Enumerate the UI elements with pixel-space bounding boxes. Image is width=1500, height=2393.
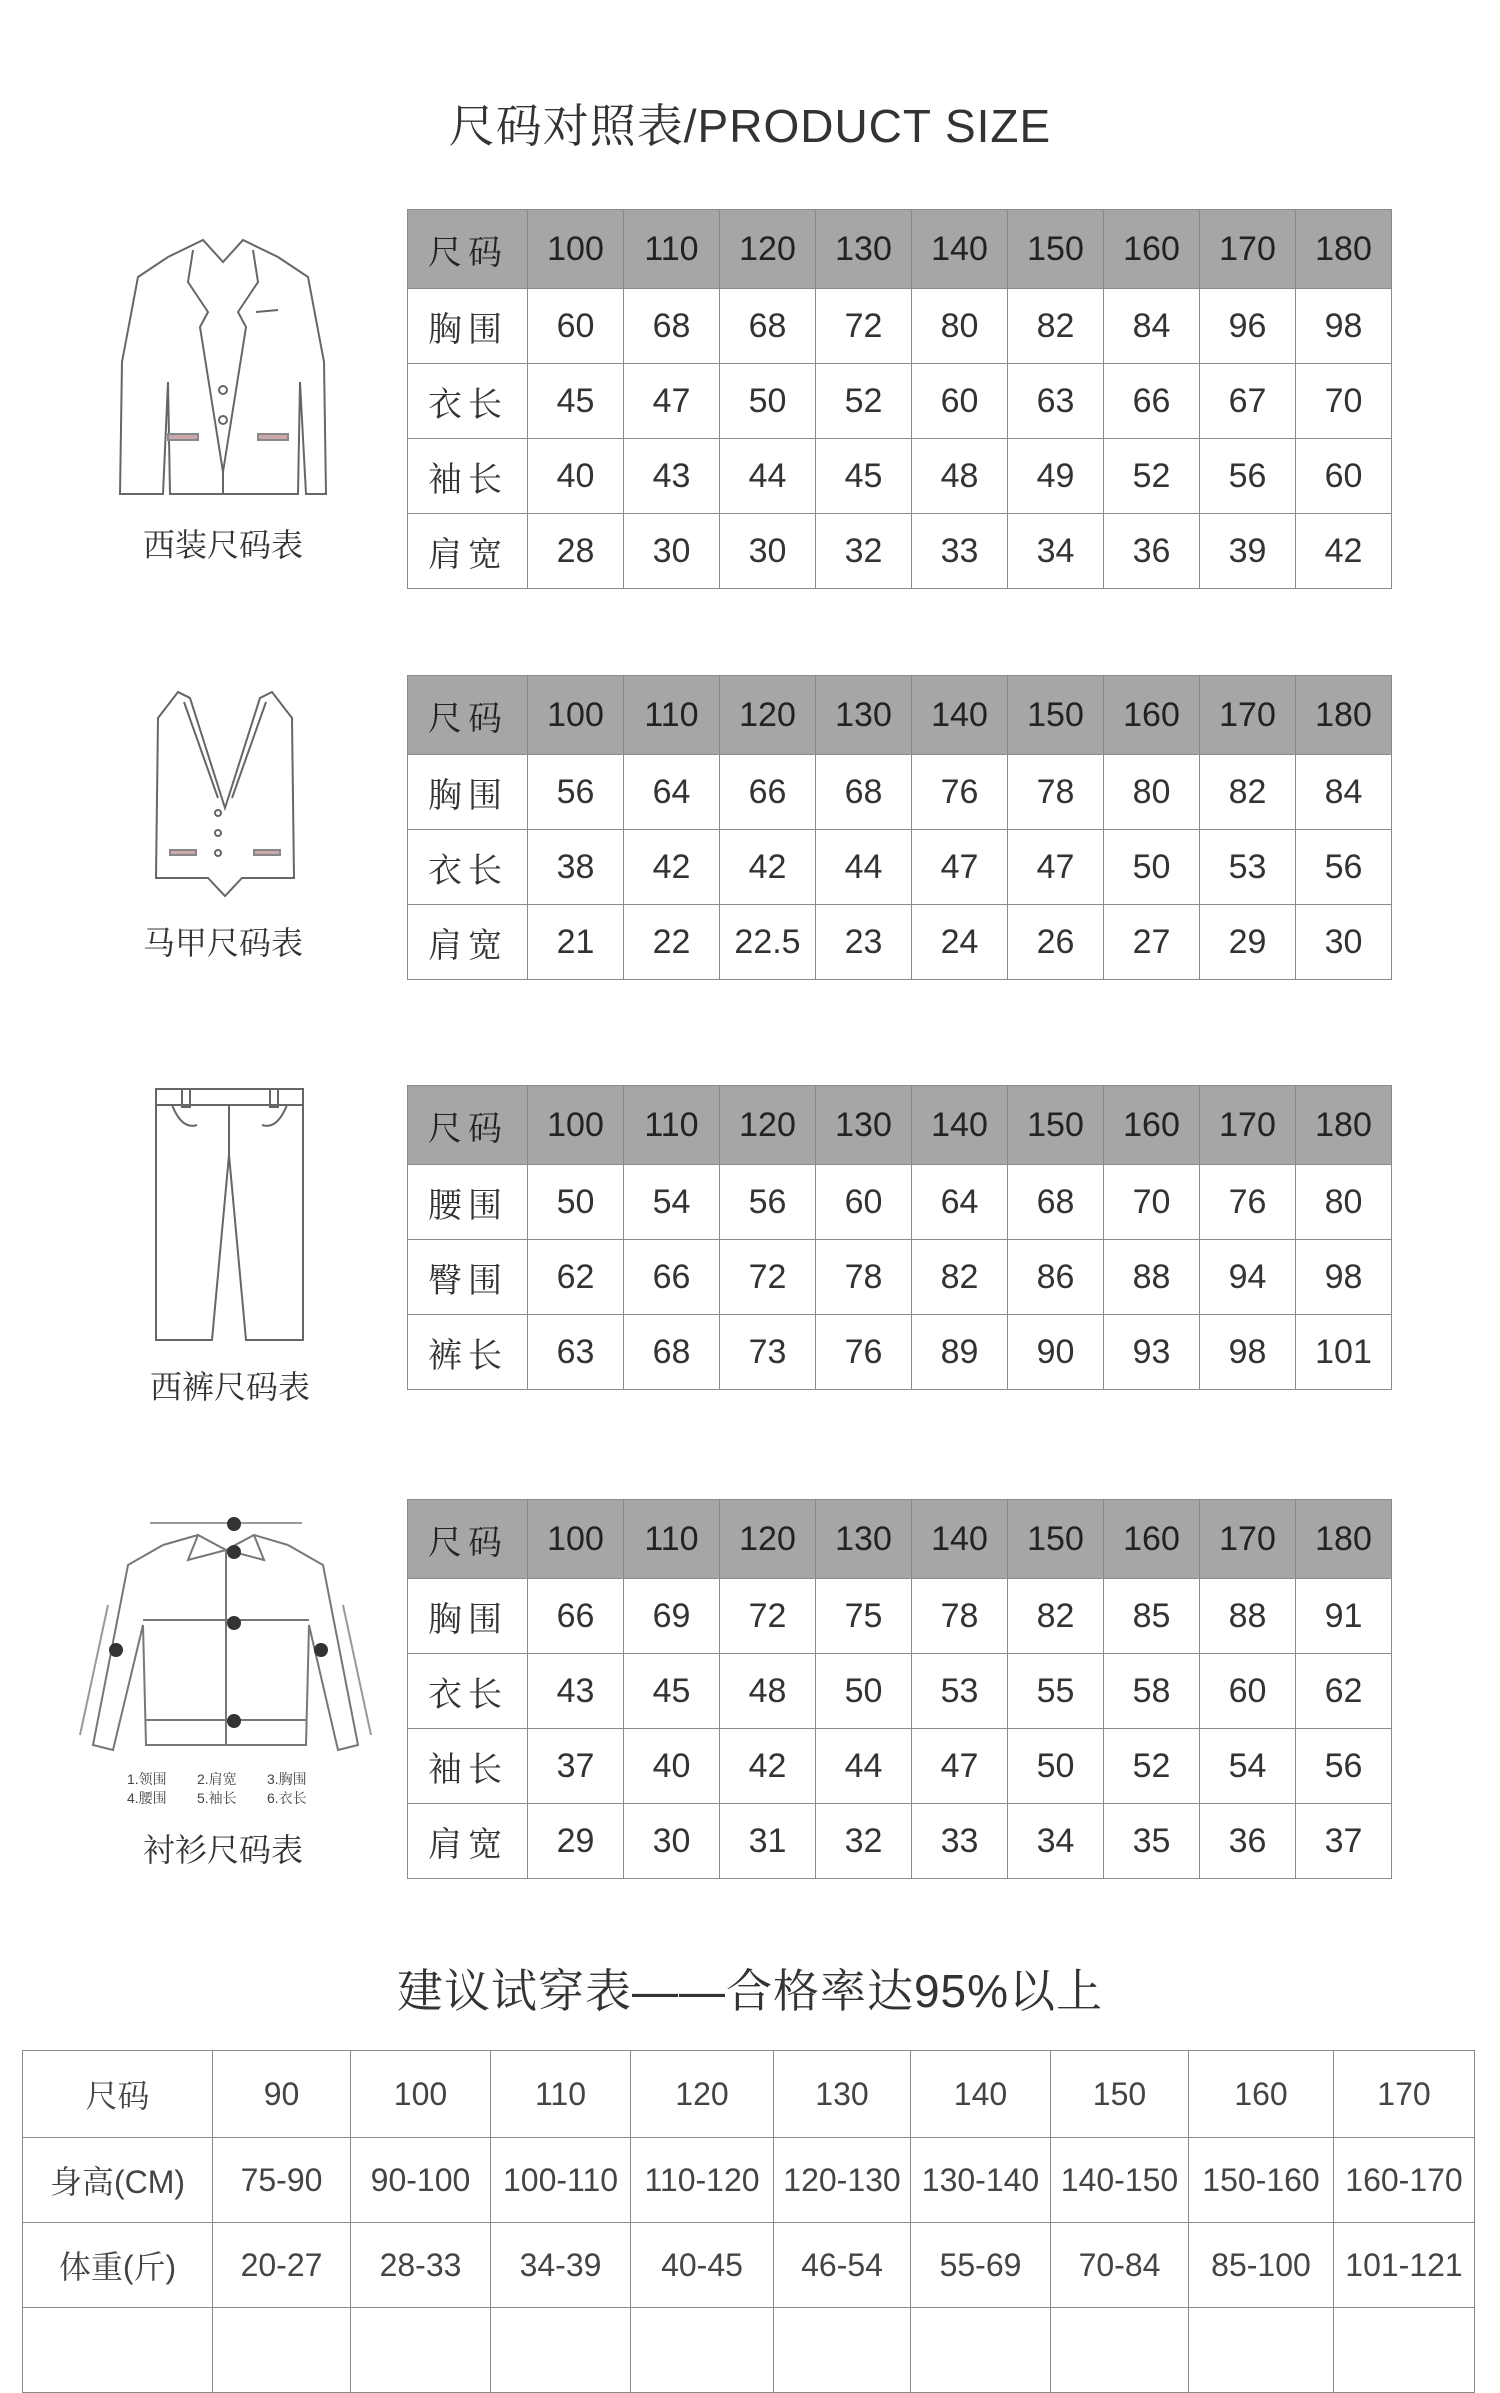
- table-row: [408, 289, 1392, 364]
- row-label: 裤长: [408, 1315, 528, 1390]
- table-cell: 53: [912, 1654, 1008, 1729]
- header-cell: 150: [1008, 1086, 1104, 1165]
- table-cell: 53: [1200, 830, 1296, 905]
- row-label: 体重(斤): [23, 2223, 213, 2308]
- marker-3: [227, 1616, 241, 1630]
- header-cell: 110: [624, 1086, 720, 1165]
- table-row: [408, 1165, 1392, 1240]
- header-cell: 150: [1008, 676, 1104, 755]
- header-cell: 尺码: [408, 210, 528, 289]
- table-cell: 29: [528, 1804, 624, 1879]
- table-cell: 44: [816, 830, 912, 905]
- table-header-row: [408, 1500, 1392, 1579]
- table-cell: 160-170: [1334, 2138, 1475, 2223]
- table-cell: 60: [1296, 439, 1392, 514]
- table-cell: 82: [1008, 1579, 1104, 1654]
- header-cell: 180: [1296, 1500, 1392, 1579]
- table-cell: 52: [1104, 439, 1200, 514]
- table-cell: 33: [912, 514, 1008, 589]
- table-cell: 60: [528, 289, 624, 364]
- table-row: [408, 1729, 1392, 1804]
- header-cell: 110: [491, 2051, 631, 2138]
- table-cell: 140-150: [1051, 2138, 1189, 2223]
- table-cell: 68: [624, 289, 720, 364]
- header-cell: 150: [1008, 1500, 1104, 1579]
- table-cell: 80: [1104, 755, 1200, 830]
- table-cell: 38: [528, 830, 624, 905]
- header-cell: 160: [1104, 1086, 1200, 1165]
- table-cell: 69: [624, 1579, 720, 1654]
- table-cell: 50: [720, 364, 816, 439]
- table-cell: 78: [912, 1579, 1008, 1654]
- header-cell: 170: [1200, 676, 1296, 755]
- suit-size-table: [407, 209, 1392, 589]
- header-cell: 150: [1008, 210, 1104, 289]
- table-cell: 68: [624, 1315, 720, 1390]
- table-cell: 48: [720, 1654, 816, 1729]
- table-cell: [491, 2308, 631, 2393]
- table-cell: [351, 2308, 491, 2393]
- table-cell: 120-130: [774, 2138, 911, 2223]
- table-row: [408, 364, 1392, 439]
- header-cell: 110: [624, 210, 720, 289]
- table-cell: 62: [1296, 1654, 1392, 1729]
- table-cell: 66: [720, 755, 816, 830]
- fit-table-title: 建议试穿表——合格率达95%以上: [396, 1965, 1104, 2017]
- header-cell: 100: [351, 2051, 491, 2138]
- table-cell: 50: [528, 1165, 624, 1240]
- table-cell: 75: [816, 1579, 912, 1654]
- table-cell: [213, 2308, 351, 2393]
- table-cell: 98: [1296, 289, 1392, 364]
- table-cell: 66: [624, 1240, 720, 1315]
- table-cell: 82: [1008, 289, 1104, 364]
- header-cell: 尺码: [408, 1086, 528, 1165]
- table-cell: 88: [1104, 1240, 1200, 1315]
- table-cell: 110-120: [631, 2138, 774, 2223]
- marker-6: [314, 1643, 328, 1657]
- table-cell: 54: [1200, 1729, 1296, 1804]
- table-row: [23, 2223, 1475, 2308]
- table-cell: 64: [624, 755, 720, 830]
- table-cell: 90: [1008, 1315, 1104, 1390]
- table-cell: 70: [1104, 1165, 1200, 1240]
- row-label: 臀围: [408, 1240, 528, 1315]
- table-cell: 98: [1296, 1240, 1392, 1315]
- header-cell: 160: [1104, 676, 1200, 755]
- table-cell: 30: [624, 514, 720, 589]
- header-cell: 120: [720, 1086, 816, 1165]
- marker-4: [227, 1714, 241, 1728]
- table-cell: 56: [720, 1165, 816, 1240]
- vest-icon: [148, 688, 303, 900]
- table-cell: 28-33: [351, 2223, 491, 2308]
- table-cell: 63: [1008, 364, 1104, 439]
- header-cell: 100: [528, 1500, 624, 1579]
- table-cell: 68: [720, 289, 816, 364]
- table-header-row: [408, 676, 1392, 755]
- table-cell: 66: [528, 1579, 624, 1654]
- header-cell: 160: [1104, 1500, 1200, 1579]
- table-cell: 72: [816, 289, 912, 364]
- row-label: 肩宽: [408, 514, 528, 589]
- table-cell: [1334, 2308, 1475, 2393]
- table-cell: 73: [720, 1315, 816, 1390]
- header-cell: 140: [912, 210, 1008, 289]
- table-cell: 93: [1104, 1315, 1200, 1390]
- header-cell: 尺码: [23, 2051, 213, 2138]
- table-cell: 54: [624, 1165, 720, 1240]
- table-row: [408, 755, 1392, 830]
- table-header-row: [408, 210, 1392, 289]
- table-cell: 30: [1296, 905, 1392, 980]
- legend-item: 1.领围: [127, 1771, 167, 1787]
- table-cell: 90-100: [351, 2138, 491, 2223]
- row-label: 胸围: [408, 1579, 528, 1654]
- pants-icon: [152, 1085, 307, 1343]
- row-label: 袖长: [408, 1729, 528, 1804]
- table-cell: 34: [1008, 1804, 1104, 1879]
- table-cell: 85: [1104, 1579, 1200, 1654]
- row-label: 衣长: [408, 1654, 528, 1729]
- table-cell: 68: [816, 755, 912, 830]
- header-cell: 130: [774, 2051, 911, 2138]
- table-cell: 45: [528, 364, 624, 439]
- table-cell: 130-140: [911, 2138, 1051, 2223]
- marker-5: [109, 1643, 123, 1657]
- header-cell: 130: [816, 210, 912, 289]
- header-cell: 120: [720, 1500, 816, 1579]
- table-cell: 72: [720, 1240, 816, 1315]
- legend-item: 3.胸围: [267, 1771, 307, 1787]
- table-row: [408, 1654, 1392, 1729]
- table-cell: 56: [528, 755, 624, 830]
- table-cell: 44: [816, 1729, 912, 1804]
- header-cell: 180: [1296, 1086, 1392, 1165]
- table-cell: 33: [912, 1804, 1008, 1879]
- table-row: [23, 2308, 1475, 2393]
- table-row: [408, 1315, 1392, 1390]
- header-cell: 160: [1104, 210, 1200, 289]
- table-cell: 30: [624, 1804, 720, 1879]
- header-cell: 140: [911, 2051, 1051, 2138]
- header-cell: 170: [1334, 2051, 1475, 2138]
- table-cell: 50: [1008, 1729, 1104, 1804]
- table-row: [408, 905, 1392, 980]
- table-cell: 52: [816, 364, 912, 439]
- suit-chart-label: 西装尺码表: [142, 527, 303, 563]
- table-cell: 32: [816, 514, 912, 589]
- header-cell: 150: [1051, 2051, 1189, 2138]
- table-cell: 43: [624, 439, 720, 514]
- pants-size-table: [407, 1085, 1392, 1390]
- table-cell: 52: [1104, 1729, 1200, 1804]
- table-cell: 96: [1200, 289, 1296, 364]
- header-cell: 140: [912, 676, 1008, 755]
- table-cell: 22: [624, 905, 720, 980]
- table-cell: 80: [912, 289, 1008, 364]
- table-cell: 86: [1008, 1240, 1104, 1315]
- table-cell: 40-45: [631, 2223, 774, 2308]
- table-cell: 94: [1200, 1240, 1296, 1315]
- table-header-row: [23, 2051, 1475, 2138]
- vest-size-table: [407, 675, 1392, 980]
- header-cell: 170: [1200, 210, 1296, 289]
- header-cell: 170: [1200, 1086, 1296, 1165]
- table-cell: 47: [912, 830, 1008, 905]
- table-cell: 49: [1008, 439, 1104, 514]
- table-cell: 50: [1104, 830, 1200, 905]
- table-cell: 78: [816, 1240, 912, 1315]
- table-cell: 78: [1008, 755, 1104, 830]
- table-cell: 22.5: [720, 905, 816, 980]
- table-cell: 56: [1296, 830, 1392, 905]
- table-cell: 34-39: [491, 2223, 631, 2308]
- table-cell: 88: [1200, 1579, 1296, 1654]
- table-cell: 101-121: [1334, 2223, 1475, 2308]
- table-cell: [1189, 2308, 1334, 2393]
- table-cell: 50: [816, 1654, 912, 1729]
- pants-chart-label: 西裤尺码表: [149, 1369, 310, 1405]
- table-cell: 82: [1200, 755, 1296, 830]
- vest-chart-label: 马甲尺码表: [142, 925, 303, 961]
- table-cell: 89: [912, 1315, 1008, 1390]
- table-cell: 42: [720, 1729, 816, 1804]
- table-cell: 31: [720, 1804, 816, 1879]
- header-cell: 130: [816, 676, 912, 755]
- table-cell: 46-54: [774, 2223, 911, 2308]
- table-cell: 34: [1008, 514, 1104, 589]
- table-cell: 21: [528, 905, 624, 980]
- table-cell: 36: [1200, 1804, 1296, 1879]
- table-cell: 47: [912, 1729, 1008, 1804]
- row-label: 肩宽: [408, 905, 528, 980]
- header-cell: 尺码: [408, 676, 528, 755]
- header-cell: 120: [720, 676, 816, 755]
- shirt-measurement-icon: [68, 1505, 383, 1815]
- row-label: 身高(CM): [23, 2138, 213, 2223]
- table-cell: 26: [1008, 905, 1104, 980]
- header-cell: 170: [1200, 1500, 1296, 1579]
- table-cell: 60: [912, 364, 1008, 439]
- legend-item: 5.袖长: [197, 1790, 237, 1806]
- table-cell: 47: [624, 364, 720, 439]
- header-cell: 100: [528, 676, 624, 755]
- table-header-row: [408, 1086, 1392, 1165]
- table-cell: 64: [912, 1165, 1008, 1240]
- table-cell: 91: [1296, 1579, 1392, 1654]
- shirt-measure-legend: [127, 1770, 347, 1808]
- table-cell: 101: [1296, 1315, 1392, 1390]
- table-row: [408, 1240, 1392, 1315]
- marker-2: [227, 1517, 241, 1531]
- header-cell: 110: [624, 676, 720, 755]
- table-cell: 47: [1008, 830, 1104, 905]
- page-title: 尺码对照表/PRODUCT SIZE: [448, 100, 1052, 152]
- table-cell: 75-90: [213, 2138, 351, 2223]
- suit-jacket-icon: [108, 232, 338, 504]
- table-cell: 68: [1008, 1165, 1104, 1240]
- table-cell: 70: [1296, 364, 1392, 439]
- legend-item: 6.衣长: [267, 1790, 307, 1806]
- table-cell: 76: [816, 1315, 912, 1390]
- table-cell: 42: [624, 830, 720, 905]
- row-label: 袖长: [408, 439, 528, 514]
- legend-item: 4.腰围: [127, 1790, 167, 1806]
- table-cell: 40: [624, 1729, 720, 1804]
- table-cell: [774, 2308, 911, 2393]
- table-row: [408, 830, 1392, 905]
- row-label: 衣长: [408, 830, 528, 905]
- table-cell: 55: [1008, 1654, 1104, 1729]
- table-cell: 67: [1200, 364, 1296, 439]
- table-cell: 76: [912, 755, 1008, 830]
- table-cell: 80: [1296, 1165, 1392, 1240]
- shirt-chart-label: 衬衫尺码表: [142, 1832, 303, 1868]
- table-cell: 56: [1200, 439, 1296, 514]
- table-cell: 45: [816, 439, 912, 514]
- table-cell: 23: [816, 905, 912, 980]
- table-cell: 76: [1200, 1165, 1296, 1240]
- table-cell: 32: [816, 1804, 912, 1879]
- header-cell: 90: [213, 2051, 351, 2138]
- header-cell: 130: [816, 1500, 912, 1579]
- header-cell: 160: [1189, 2051, 1334, 2138]
- table-cell: 37: [1296, 1804, 1392, 1879]
- table-cell: 27: [1104, 905, 1200, 980]
- row-label: 胸围: [408, 755, 528, 830]
- table-cell: 39: [1200, 514, 1296, 589]
- table-cell: 40: [528, 439, 624, 514]
- table-cell: 62: [528, 1240, 624, 1315]
- header-cell: 180: [1296, 210, 1392, 289]
- marker-1: [227, 1545, 241, 1559]
- header-cell: 100: [528, 1086, 624, 1165]
- header-cell: 110: [624, 1500, 720, 1579]
- table-cell: 36: [1104, 514, 1200, 589]
- table-cell: 66: [1104, 364, 1200, 439]
- row-label: 肩宽: [408, 1804, 528, 1879]
- header-cell: 130: [816, 1086, 912, 1165]
- table-cell: 82: [912, 1240, 1008, 1315]
- table-cell: 45: [624, 1654, 720, 1729]
- header-cell: 140: [912, 1086, 1008, 1165]
- table-cell: 37: [528, 1729, 624, 1804]
- table-row: [23, 2138, 1475, 2223]
- table-cell: 24: [912, 905, 1008, 980]
- table-cell: 72: [720, 1579, 816, 1654]
- header-cell: 尺码: [408, 1500, 528, 1579]
- header-cell: 140: [912, 1500, 1008, 1579]
- table-row: [408, 1579, 1392, 1654]
- table-cell: 150-160: [1189, 2138, 1334, 2223]
- table-cell: 42: [720, 830, 816, 905]
- table-cell: 44: [720, 439, 816, 514]
- table-cell: 84: [1104, 289, 1200, 364]
- table-cell: 30: [720, 514, 816, 589]
- legend-item: 2.肩宽: [197, 1771, 237, 1787]
- table-cell: 35: [1104, 1804, 1200, 1879]
- table-cell: 29: [1200, 905, 1296, 980]
- table-cell: 56: [1296, 1729, 1392, 1804]
- table-cell: 42: [1296, 514, 1392, 589]
- table-cell: [911, 2308, 1051, 2393]
- table-cell: 98: [1200, 1315, 1296, 1390]
- header-cell: 100: [528, 210, 624, 289]
- table-cell: 58: [1104, 1654, 1200, 1729]
- table-cell: 43: [528, 1654, 624, 1729]
- table-cell: 85-100: [1189, 2223, 1334, 2308]
- table-cell: 20-27: [213, 2223, 351, 2308]
- header-cell: 180: [1296, 676, 1392, 755]
- table-cell: 60: [1200, 1654, 1296, 1729]
- shirt-size-table: [407, 1499, 1392, 1879]
- table-cell: 84: [1296, 755, 1392, 830]
- table-row: [408, 1804, 1392, 1879]
- table-row: [408, 439, 1392, 514]
- row-label: 腰围: [408, 1165, 528, 1240]
- table-cell: [23, 2308, 213, 2393]
- table-cell: 100-110: [491, 2138, 631, 2223]
- table-cell: 63: [528, 1315, 624, 1390]
- table-cell: 28: [528, 514, 624, 589]
- table-cell: 70-84: [1051, 2223, 1189, 2308]
- table-cell: 55-69: [911, 2223, 1051, 2308]
- table-cell: [1051, 2308, 1189, 2393]
- table-cell: 48: [912, 439, 1008, 514]
- row-label: 胸围: [408, 289, 528, 364]
- row-label: 衣长: [408, 364, 528, 439]
- table-cell: 60: [816, 1165, 912, 1240]
- table-cell: [631, 2308, 774, 2393]
- fit-recommendation-table: [22, 2050, 1475, 2393]
- table-row: [408, 514, 1392, 589]
- header-cell: 120: [631, 2051, 774, 2138]
- header-cell: 120: [720, 210, 816, 289]
